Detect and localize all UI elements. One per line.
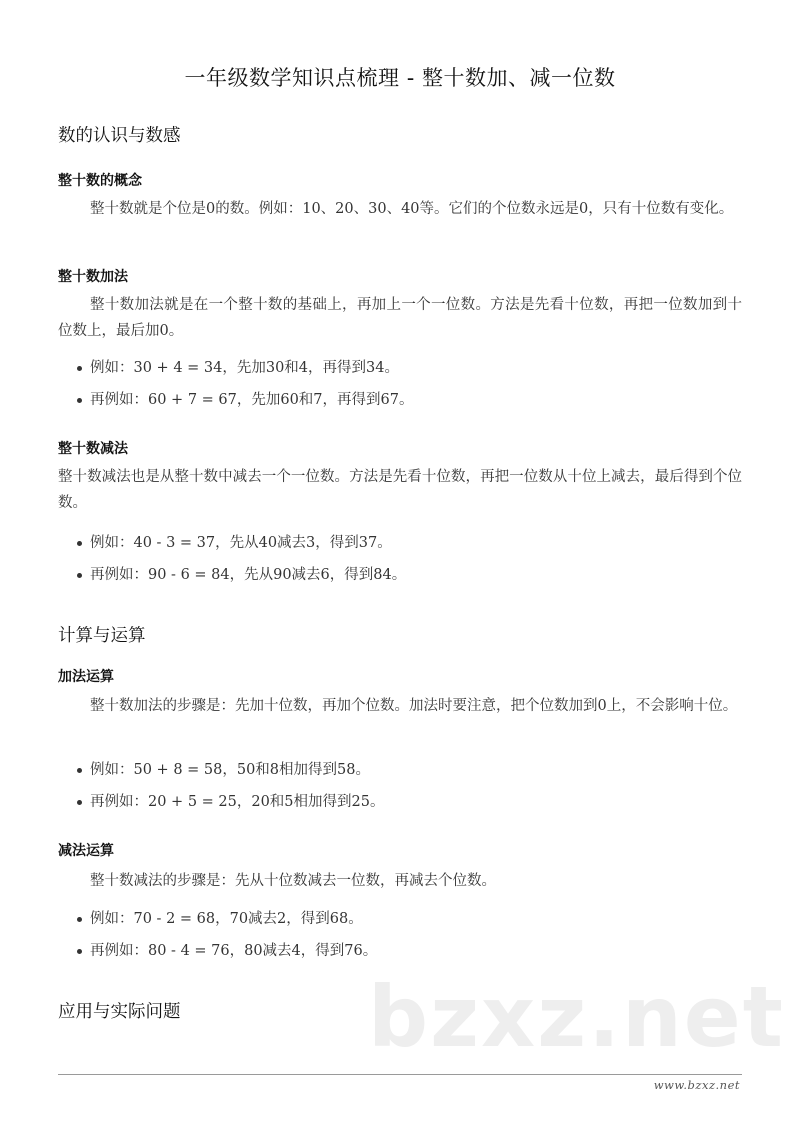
bullet-dot-icon (77, 541, 82, 546)
subsection-heading-tens-addition: 整十数加法 (58, 269, 128, 285)
bullet-list-addition-operation (58, 760, 385, 824)
bullet-dot-icon (77, 917, 82, 922)
subsection-heading-tens-concept: 整十数的概念 (58, 173, 142, 189)
list-item: 再例如：20 + 5 = 25，20和5相加得到25。 (58, 792, 385, 812)
list-item: 例如：50 + 8 = 58，50和8相加得到58。 (58, 760, 385, 780)
list-item: 再例如：80 - 4 = 76，80减去4，得到76。 (58, 941, 377, 961)
bullet-list-subtraction-operation (58, 909, 377, 973)
section-heading-applications: 应用与实际问题 (58, 1002, 181, 1022)
bullet-list-tens-addition (58, 358, 414, 422)
paragraph-tens-concept: 整十数就是个位是0的数。例如：10、20、30、40等。它们的个位数永远是0，只有十位数有变化。 (90, 201, 734, 217)
list-item: 例如：70 - 2 = 68，70减去2，得到68。 (58, 909, 377, 929)
bullet-dot-icon (77, 398, 82, 403)
bullet-dot-icon (77, 768, 82, 773)
paragraph-tens-addition: 整十数加法就是在一个整十数的基础上，再加上一个一位数。方法是先看十位数，再把一位数加到十位数上，最后加0。 (58, 297, 742, 339)
paragraph-addition-operation: 整十数加法的步骤是：先加十位数，再加个位数。加法时要注意，把个位数加到0上，不会影响十位。 (90, 698, 738, 714)
watermark-text: bzxz.net (368, 968, 785, 1066)
subsection-heading-addition-operation: 加法运算 (58, 669, 114, 685)
footer-url: www.bzxz.net (653, 1078, 740, 1092)
paragraph-subtraction-operation: 整十数减法的步骤是：先从十位数减去一位数，再减去个位数。 (90, 873, 496, 889)
document-title: 一年级数学知识点梳理 - 整十数加、减一位数 (184, 66, 616, 90)
section-heading-number-sense: 数的认识与数感 (58, 126, 181, 146)
section-heading-calculation: 计算与运算 (58, 626, 146, 646)
subsection-heading-tens-subtraction: 整十数减法 (58, 441, 128, 457)
bullet-dot-icon (77, 573, 82, 578)
bullet-dot-icon (77, 800, 82, 805)
paragraph-tens-subtraction: 整十数减法也是从整十数中减去一个一位数。方法是先看十位数，再把一位数从十位上减去，最后得到个位数。 (58, 469, 742, 511)
list-item: 再例如：60 + 7 = 67，先加60和7，再得到67。 (58, 390, 414, 410)
bullet-list-tens-subtraction (58, 533, 406, 597)
list-item: 例如：40 - 3 = 37，先从40减去3，得到37。 (58, 533, 406, 553)
bullet-dot-icon (77, 366, 82, 371)
list-item: 再例如：90 - 6 = 84，先从90减去6，得到84。 (58, 565, 406, 585)
bullet-dot-icon (77, 949, 82, 954)
subsection-heading-subtraction-operation: 减法运算 (58, 843, 114, 859)
list-item: 例如：30 + 4 = 34，先加30和4，再得到34。 (58, 358, 414, 378)
footer-divider (58, 1074, 742, 1075)
